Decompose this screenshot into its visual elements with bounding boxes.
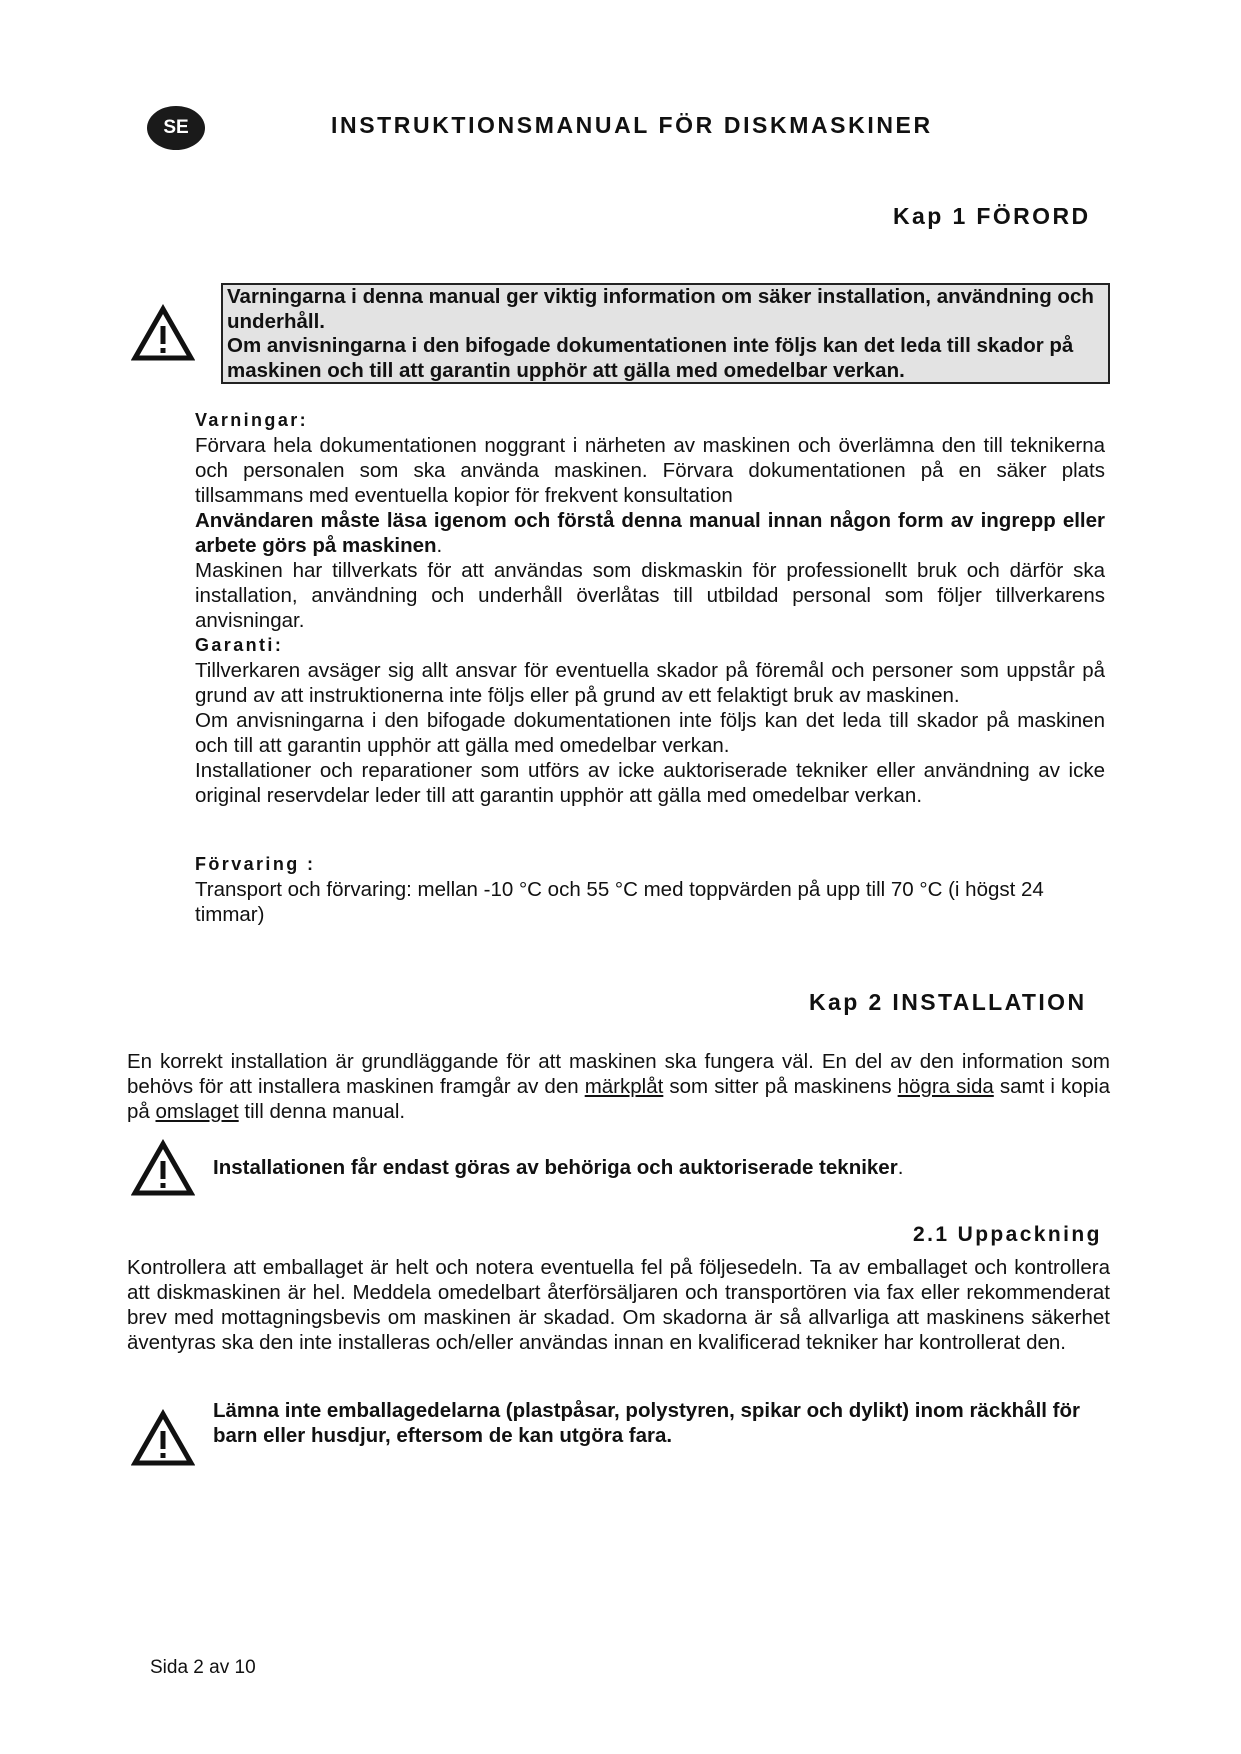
warning-box <box>221 283 1110 384</box>
varningar-paragraph: Förvara hela dokumentationen noggrant i närheten av maskinen och överlämna den till teknikerna och personalen som ska använda maskinen. Förvara dokumentationen på en säker plats tillsammans med eventuella kopior för frekvent konsultation <box>195 434 1105 507</box>
installation-warning-text: Installationen får endast göras av behöriga och auktoriserade tekniker <box>213 1156 898 1179</box>
chapter-1-body <box>195 408 1105 808</box>
markplat-link: märkplåt <box>584 1075 664 1098</box>
warning-box-line-1: Varningarna i denna manual ger viktig information om säker installation, användning och underhåll. <box>227 285 1094 333</box>
warning-icon <box>131 304 195 362</box>
packaging-warning: Lämna inte emballagedelarna (plastpåsar, polystyren, spikar och dylikt) inom räckhåll för barn eller husdjur, eftersom de kan utgöra fara. <box>213 1399 1080 1447</box>
intro-text-d: till denna manual. <box>238 1100 406 1123</box>
intro-text-b: som sitter på maskinens <box>663 1075 898 1098</box>
varningar-label: Varningar: <box>195 410 309 430</box>
forvaring-label: Förvaring : <box>195 854 316 874</box>
varningar-bold-note: Användaren måste läsa igenom och förstå denna manual innan någon form av ingrepp eller arbete görs på maskinen <box>195 509 1105 557</box>
chapter-1-heading: Kap 1 FÖRORD <box>893 203 1091 229</box>
installation-warning <box>213 1155 1093 1180</box>
varningar-paragraph-2: Maskinen har tillverkats för att användas som diskmaskin för professionellt bruk och därför ska installation, användning och underhåll överlåtas till utbildad personal som följer tillverkarens anvisningar. <box>195 559 1105 632</box>
language-badge: SE <box>147 106 205 150</box>
forvaring-paragraph: Transport och förvaring: mellan -10 °C och 55 °C med toppvärden på upp till 70 °C (i högst 24 timmar) <box>195 878 1044 926</box>
installation-intro <box>127 1049 1110 1124</box>
varningar-bold-note-end: . <box>436 534 443 557</box>
uppackning-paragraph: Kontrollera att emballaget är helt och notera eventuella fel på följesedeln. Ta av emballaget och kontrollera att diskmaskinen är hel. Meddela omedelbart återförsäljaren och transportören via fax eller rekommenderat brev med mottagningsbevis om maskinen är skadad. Om skadorna är så allvarliga att maskinens säkerhet äventyras ska den inte installeras och/eller användas innan en kvalificerad tekniker har kontrollerat den. <box>127 1256 1110 1354</box>
garanti-paragraph-2: Om anvisningarna i den bifogade dokumentationen inte följs kan det leda till skador på maskinen och till att garantin upphör att gälla med omedelbar verkan. <box>195 709 1105 757</box>
installation-warning-end: . <box>897 1156 904 1179</box>
chapter-2-heading: Kap 2 INSTALLATION <box>809 989 1087 1015</box>
omslaget-link: omslaget <box>155 1100 239 1123</box>
document-title: INSTRUKTIONSMANUAL FÖR DISKMASKINER <box>331 112 933 138</box>
page-number: Sida 2 av 10 <box>150 1657 256 1678</box>
garanti-paragraph-1: Tillverkaren avsäger sig allt ansvar för eventuella skador på föremål och personer som uppstår på grund av att instruktionerna inte följs eller på grund av ett felaktigt bruk av maskinen. <box>195 659 1105 707</box>
warning-box-line-2: Om anvisningarna i den bifogade dokumentationen inte följs kan det leda till skador på maskinen och till att garantin upphör att gälla med omedelbar verkan. <box>227 334 1074 382</box>
hogra-sida-link: högra sida <box>897 1075 994 1098</box>
garanti-label: Garanti: <box>195 635 284 655</box>
intro-text-a: En korrekt installation är grundläggande för att maskinen ska fungera väl. En del av den information som behövs för att installera maskinen framgår av den <box>127 1050 1110 1098</box>
warning-icon <box>131 1409 195 1467</box>
section-2-1-body <box>127 1255 1110 1355</box>
garanti-paragraph-3: Installationer och reparationer som utförs av icke auktoriserade tekniker eller användning av icke original reservdelar leder till att garantin upphör att gälla med omedelbar verkan. <box>195 759 1105 807</box>
intro-text-c: samt i kopia på <box>127 1075 1111 1123</box>
forvaring-section <box>195 852 1105 927</box>
warning-icon <box>131 1139 195 1197</box>
section-2-1-heading: 2.1 Uppackning <box>913 1223 1102 1246</box>
